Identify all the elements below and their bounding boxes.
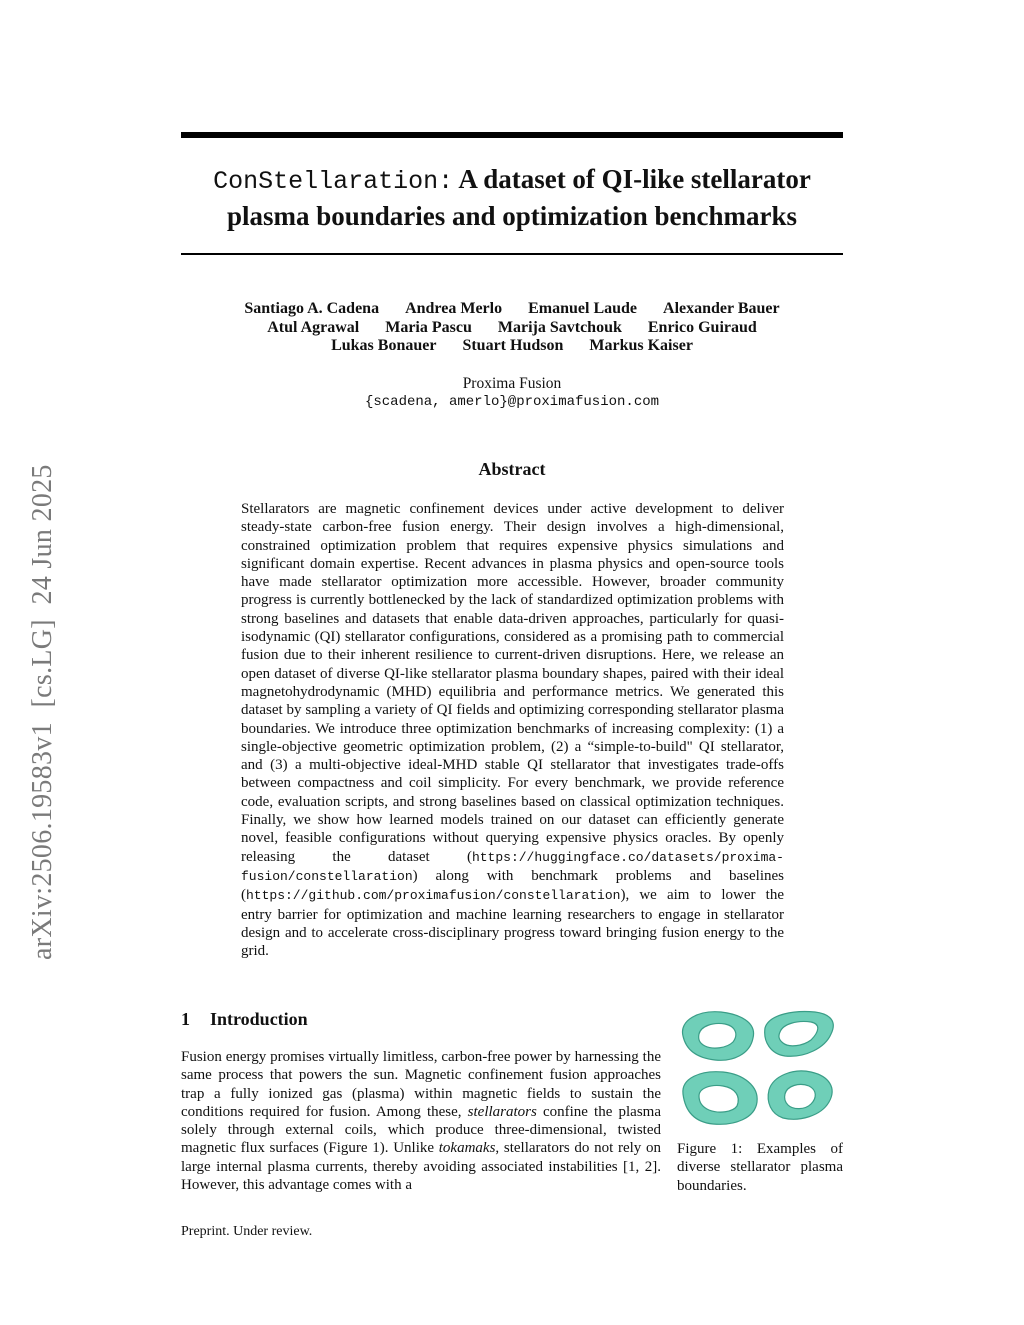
intro-emphasis: stellarators [467,1103,537,1120]
contact-email[interactable]: {scadena, amerlo}@proximafusion.com [364,394,660,410]
abstract-text: Stellarators are magnetic confinement devices under active development to deliver steady-state carbon-free fusion energy. Their design involves a high-dimensional, constrained optimization problem that requires expensive physics simulations and significant domain expertise. Recent advances in plasma physics and open-source tools have made stellarator optimization more accessible. However, broader community progress is currently bottlenecked by the lack of standardized optimization problems with strong baselines and datasets that enable data-driven approaches, particularly for quasi-isodynamic (QI) stellarator configurations, considered as a promising path to commercial fusion due to their inherent resilience to current-driven disruptions. Here, we release an open dataset of diverse QI-like stellarator plasma boundary shapes, paired with their ideal magnetohydrodynamic (MHD) equilibria and performance metrics. We generated this dataset by sampling a variety of QI fields and optimizing corresponding stellarator plasma boundaries. We introduce three optimization benchmarks of increasing complexity: (1) a single-objective geometric optimization problem, (2) a “simple-to-build" QI stellarator, and (3) a multi-objective ideal-MHD stable QI stellarator that investigates trade-offs between compactness and coil simplicity. For every benchmark, we provide reference code, evaluation scripts, and strong baselines based on classical optimization techniques. Finally, we show how learned models trained on our dataset can efficiently generate novel, feasible configurations without querying expensive physics oracles. By openly releasing the dataset ( [241,501,784,865]
github-url-link[interactable]: https://github.com/proximafusion/constellaration [246,888,621,904]
title-bottom-rule [181,253,843,255]
intro-emphasis: tokamaks [438,1140,496,1157]
author-row-3 [181,337,843,356]
author: Stuart Hudson [462,337,564,354]
author: Marija Savtchouk [497,318,622,336]
author: Markus Kaiser [589,337,693,354]
intro-text: , stellarators do not rely on large internal plasma currents, thereby avoiding associated instabilities [1, 2]. However, this advantage comes with a [181,1140,661,1194]
title-line1: A dataset of QI-like stellarator [453,164,811,194]
author: Maria Pascu [385,318,472,336]
affiliation-org: Proxima Fusion [462,375,562,392]
author-row-2 [181,319,843,338]
footer-note: Preprint. Under review. [181,1224,313,1239]
plasma-boundary-shape [765,1012,834,1057]
paper-title [181,162,843,233]
arxiv-identifier-stamp: arXiv:2506.19583v1 [cs.LG] 24 Jun 2025 [27,464,58,960]
abstract-heading: Abstract [478,459,546,479]
abstract-text: ), we aim to lower the entry barrier for optimization and machine learning researchers to engage in stellarator design and to accelerate cross-disciplinary progress toward bringing fusion energy to the grid. [241,887,784,960]
title-top-rule [181,132,843,138]
plasma-boundary-shape [768,1071,832,1119]
author: Emanuel Laude [528,300,638,317]
abstract-text: ) along with benchmark problems and baselines ( [241,867,784,904]
author: Enrico Guiraud [647,318,757,336]
intro-text: confine the plasma solely through external coils, which produce three-dimensional, twisted magnetic flux surfaces (Figure 1). Unlike [181,1103,661,1157]
affiliation-block [181,374,843,412]
author: Andrea Merlo [405,300,503,317]
stellarator-boundaries-image [677,1008,843,1128]
introduction-body [181,1048,661,1194]
intro-text: Fusion energy promises virtually limitless, carbon-free power by harnessing the same process that powers the sun. Magnetic confinement fusion approaches trap a fully ionized gas (plasma) within magnetic fields to sustain the conditions required for fusion. Among these, [181,1049,661,1120]
section-heading-introduction [181,1009,308,1030]
author: Atul Agrawal [267,318,360,336]
title-mono-part: ConStellaration: [213,167,454,196]
section-number: 1 [181,1009,190,1029]
author: Alexander Bauer [663,300,780,317]
plasma-boundary-shape [683,1072,757,1125]
plasma-boundary-shape [682,1012,753,1061]
dataset-url-link[interactable]: https://huggingface.co/datasets/proxima-fusion/constellaration [241,849,784,884]
figure-caption: Figure 1: Examples of diverse stellarator plasma boundaries. [677,1141,843,1194]
author-list [181,300,843,356]
section-title-text: Introduction [210,1009,308,1029]
figure-1 [677,1008,845,1195]
title-line2: plasma boundaries and optimization benchmarks [226,201,798,231]
abstract-body [241,500,784,960]
author: Lukas Bonauer [331,337,437,354]
author-row-1 [181,300,843,319]
author: Santiago A. Cadena [244,300,380,317]
